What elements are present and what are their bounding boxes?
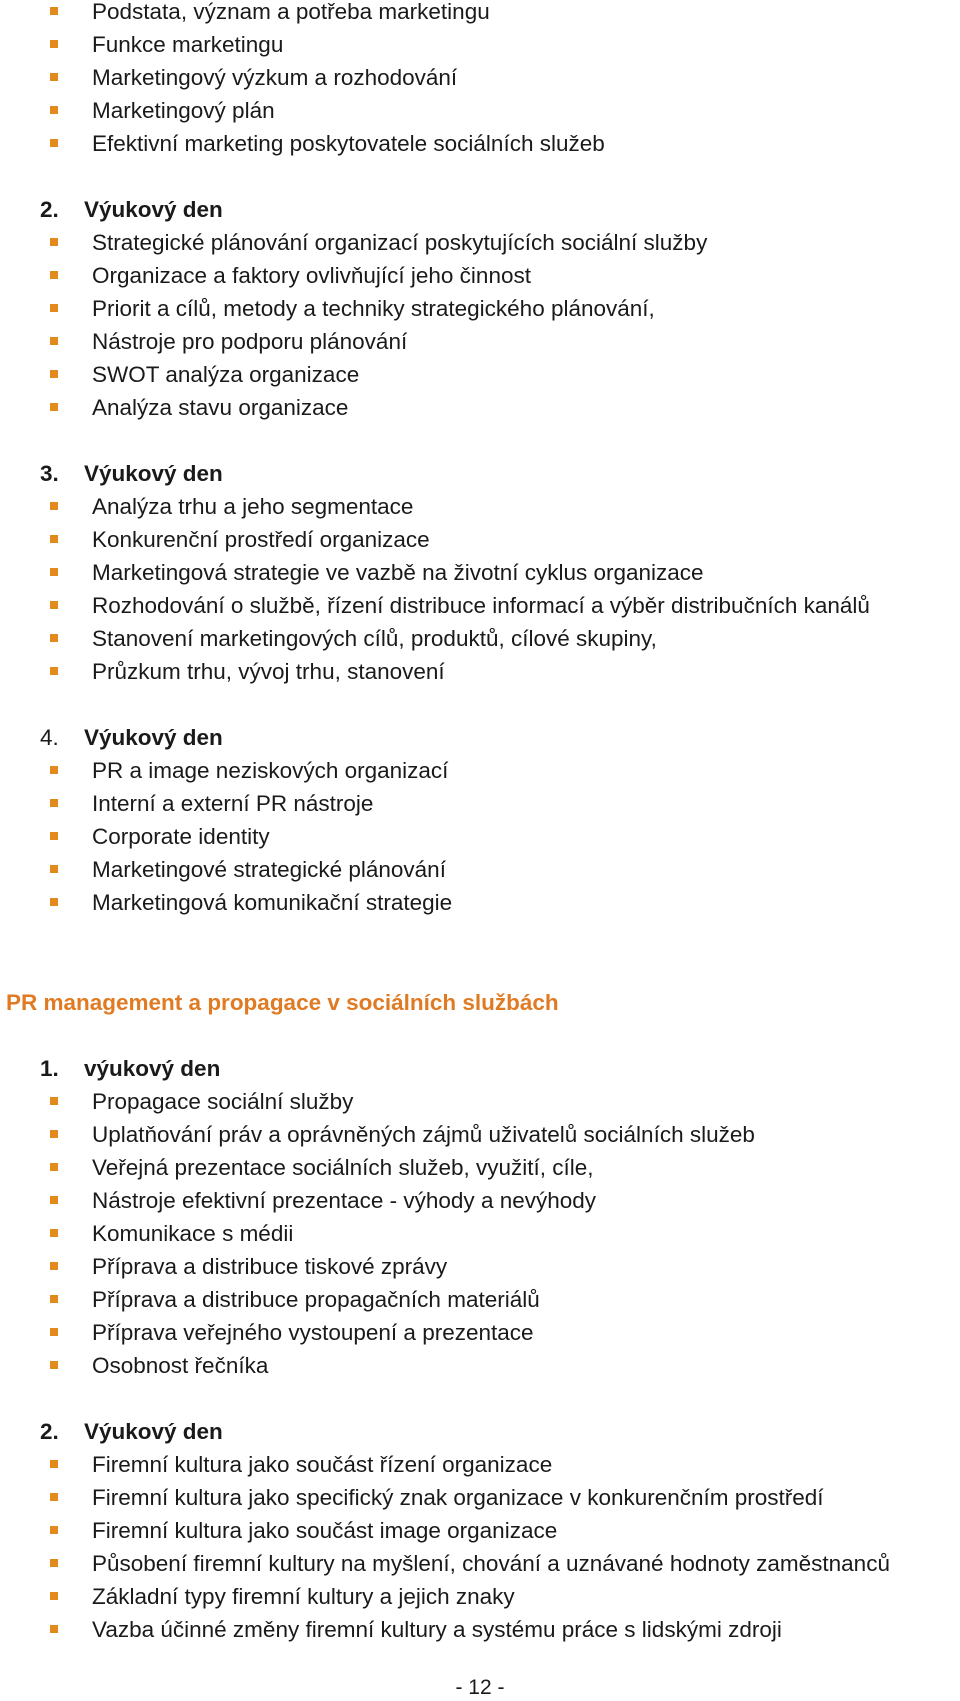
square-bullet-icon (50, 601, 58, 609)
list-item-text: Podstata, význam a potřeba marketingu (92, 0, 490, 24)
list-item (0, 888, 960, 921)
list-item-text: Organizace a faktory ovlivňující jeho činnost (92, 263, 531, 288)
list-item-text: Priorit a cílů, metody a techniky strategického plánování, (92, 296, 655, 321)
list-item (0, 0, 960, 30)
list-item (0, 1615, 960, 1648)
list-item (0, 558, 960, 591)
list-item (0, 1285, 960, 1318)
day-number: 2. (40, 197, 59, 222)
square-bullet-icon (50, 535, 58, 543)
day-bullet-list (0, 1450, 960, 1648)
list-item-text: Osobnost řečníka (92, 1353, 269, 1378)
list-item-text: Strategické plánování organizací poskytujících sociální služby (92, 230, 708, 255)
section-title: PR management a propagace v sociálních službách (6, 990, 559, 1015)
list-item-text: Příprava a distribuce tiskové zprávy (92, 1254, 448, 1279)
square-bullet-icon (50, 1295, 58, 1303)
square-bullet-icon (50, 1097, 58, 1105)
list-item-text: Nástroje efektivní prezentace - výhody a nevýhody (92, 1188, 597, 1213)
square-bullet-icon (50, 304, 58, 312)
square-bullet-icon (50, 1625, 58, 1633)
list-item-text: Marketingový výzkum a rozhodování (92, 65, 458, 90)
list-item (0, 624, 960, 657)
list-item (0, 1252, 960, 1285)
list-item (0, 1153, 960, 1186)
list-item (0, 1186, 960, 1219)
list-item-text: Marketingový plán (92, 98, 275, 123)
square-bullet-icon (50, 502, 58, 510)
day-heading (0, 1054, 960, 1087)
square-bullet-icon (50, 403, 58, 411)
day-number: 2. (40, 1419, 59, 1444)
day-number: 4. (40, 725, 59, 750)
square-bullet-icon (50, 271, 58, 279)
list-item-text: Analýza stavu organizace (92, 395, 349, 420)
intro-bullet-list (0, 0, 960, 162)
list-item-text: Konkurenční prostředí organizace (92, 527, 430, 552)
list-item (0, 96, 960, 129)
list-item-text: Funkce marketingu (92, 32, 284, 57)
square-bullet-icon (50, 667, 58, 675)
list-item-text: Základní typy firemní kultury a jejich znaky (92, 1584, 515, 1609)
list-item-text: Komunikace s médii (92, 1221, 294, 1246)
square-bullet-icon (50, 1163, 58, 1171)
list-item-text: Působení firemní kultury na myšlení, chování a uznávané hodnoty zaměstnanců (92, 1551, 890, 1576)
square-bullet-icon (50, 1526, 58, 1534)
day-bullet-list (0, 492, 960, 690)
list-item-text: Marketingová komunikační strategie (92, 890, 453, 915)
day-label: Výukový den (84, 725, 223, 750)
list-item-text: Veřejná prezentace sociálních služeb, využití, cíle, (92, 1155, 594, 1180)
day-bullet-list (0, 1087, 960, 1384)
square-bullet-icon (50, 1559, 58, 1567)
list-item-text: Nástroje pro podporu plánování (92, 329, 408, 354)
list-item (0, 261, 960, 294)
square-bullet-icon (50, 238, 58, 246)
list-item (0, 63, 960, 96)
list-item (0, 1120, 960, 1153)
square-bullet-icon (50, 1361, 58, 1369)
day-label: Výukový den (84, 197, 223, 222)
day-label: výukový den (84, 1056, 221, 1081)
list-item-text: SWOT analýza organizace (92, 362, 360, 387)
square-bullet-icon (50, 1592, 58, 1600)
square-bullet-icon (50, 370, 58, 378)
list-item (0, 360, 960, 393)
square-bullet-icon (50, 766, 58, 774)
pr-days (0, 1054, 960, 1648)
list-item (0, 591, 960, 624)
day-number: 1. (40, 1056, 59, 1081)
list-item (0, 1318, 960, 1351)
square-bullet-icon (50, 799, 58, 807)
list-item-text: Příprava veřejného vystoupení a prezentace (92, 1320, 534, 1345)
list-item-text: Marketingová strategie ve vazbě na životní cyklus organizace (92, 560, 704, 585)
square-bullet-icon (50, 832, 58, 840)
list-item-text: Uplatňování práv a oprávněných zájmů uživatelů sociálních služeb (92, 1122, 755, 1147)
day-bullet-list (0, 228, 960, 426)
square-bullet-icon (50, 73, 58, 81)
list-item (0, 525, 960, 558)
list-item (0, 1219, 960, 1252)
square-bullet-icon (50, 865, 58, 873)
list-item (0, 327, 960, 360)
square-bullet-icon (50, 1328, 58, 1336)
day-label: Výukový den (84, 1419, 223, 1444)
list-item-text: Propagace sociální služby (92, 1089, 354, 1114)
square-bullet-icon (50, 1493, 58, 1501)
list-item-text: Firemní kultura jako součást řízení organizace (92, 1452, 553, 1477)
list-item-text: Analýza trhu a jeho segmentace (92, 494, 414, 519)
list-item (0, 129, 960, 162)
list-item-text: Interní a externí PR nástroje (92, 791, 374, 816)
list-item-text: Stanovení marketingových cílů, produktů, cílové skupiny, (92, 626, 657, 651)
square-bullet-icon (50, 1460, 58, 1468)
list-item (0, 756, 960, 789)
square-bullet-icon (50, 1229, 58, 1237)
list-item-text: Corporate identity (92, 824, 270, 849)
list-item-text: Průzkum trhu, vývoj trhu, stanovení (92, 659, 445, 684)
square-bullet-icon (50, 568, 58, 576)
list-item (0, 492, 960, 525)
list-item-text: Firemní kultura jako specifický znak organizace v konkurenčním prostředí (92, 1485, 824, 1510)
square-bullet-icon (50, 40, 58, 48)
day-number: 3. (40, 461, 59, 486)
list-item (0, 822, 960, 855)
square-bullet-icon (50, 1262, 58, 1270)
square-bullet-icon (50, 898, 58, 906)
list-item-text: Marketingové strategické plánování (92, 857, 446, 882)
list-item (0, 1582, 960, 1615)
list-item (0, 228, 960, 261)
list-item (0, 1351, 960, 1384)
list-item-text: Firemní kultura jako součást image organizace (92, 1518, 558, 1543)
square-bullet-icon (50, 1196, 58, 1204)
list-item (0, 789, 960, 822)
list-item (0, 1450, 960, 1483)
day-bullet-list (0, 756, 960, 921)
day-label: Výukový den (84, 461, 223, 486)
square-bullet-icon (50, 7, 58, 15)
list-item (0, 393, 960, 426)
square-bullet-icon (50, 1130, 58, 1138)
list-item (0, 1483, 960, 1516)
list-item-text: Příprava a distribuce propagačních materiálů (92, 1287, 540, 1312)
marketing-days (0, 195, 960, 921)
day-heading (0, 1417, 960, 1450)
list-item-text: Vazba účinné změny firemní kultury a systému práce s lidskými zdroji (92, 1617, 782, 1642)
list-item (0, 1549, 960, 1582)
square-bullet-icon (50, 337, 58, 345)
list-item (0, 1516, 960, 1549)
square-bullet-icon (50, 106, 58, 114)
day-heading (0, 459, 960, 492)
day-heading (0, 195, 960, 228)
square-bullet-icon (50, 634, 58, 642)
list-item (0, 855, 960, 888)
page-number: - 12 - (455, 1676, 505, 1699)
list-item (0, 30, 960, 63)
square-bullet-icon (50, 139, 58, 147)
list-item-text: PR a image neziskových organizací (92, 758, 449, 783)
list-item (0, 657, 960, 690)
list-item-text: Efektivní marketing poskytovatele sociálních služeb (92, 131, 605, 156)
list-item (0, 1087, 960, 1120)
list-item (0, 294, 960, 327)
day-heading (0, 723, 960, 756)
list-item-text: Rozhodování o službě, řízení distribuce informací a výběr distribučních kanálů (92, 593, 870, 618)
